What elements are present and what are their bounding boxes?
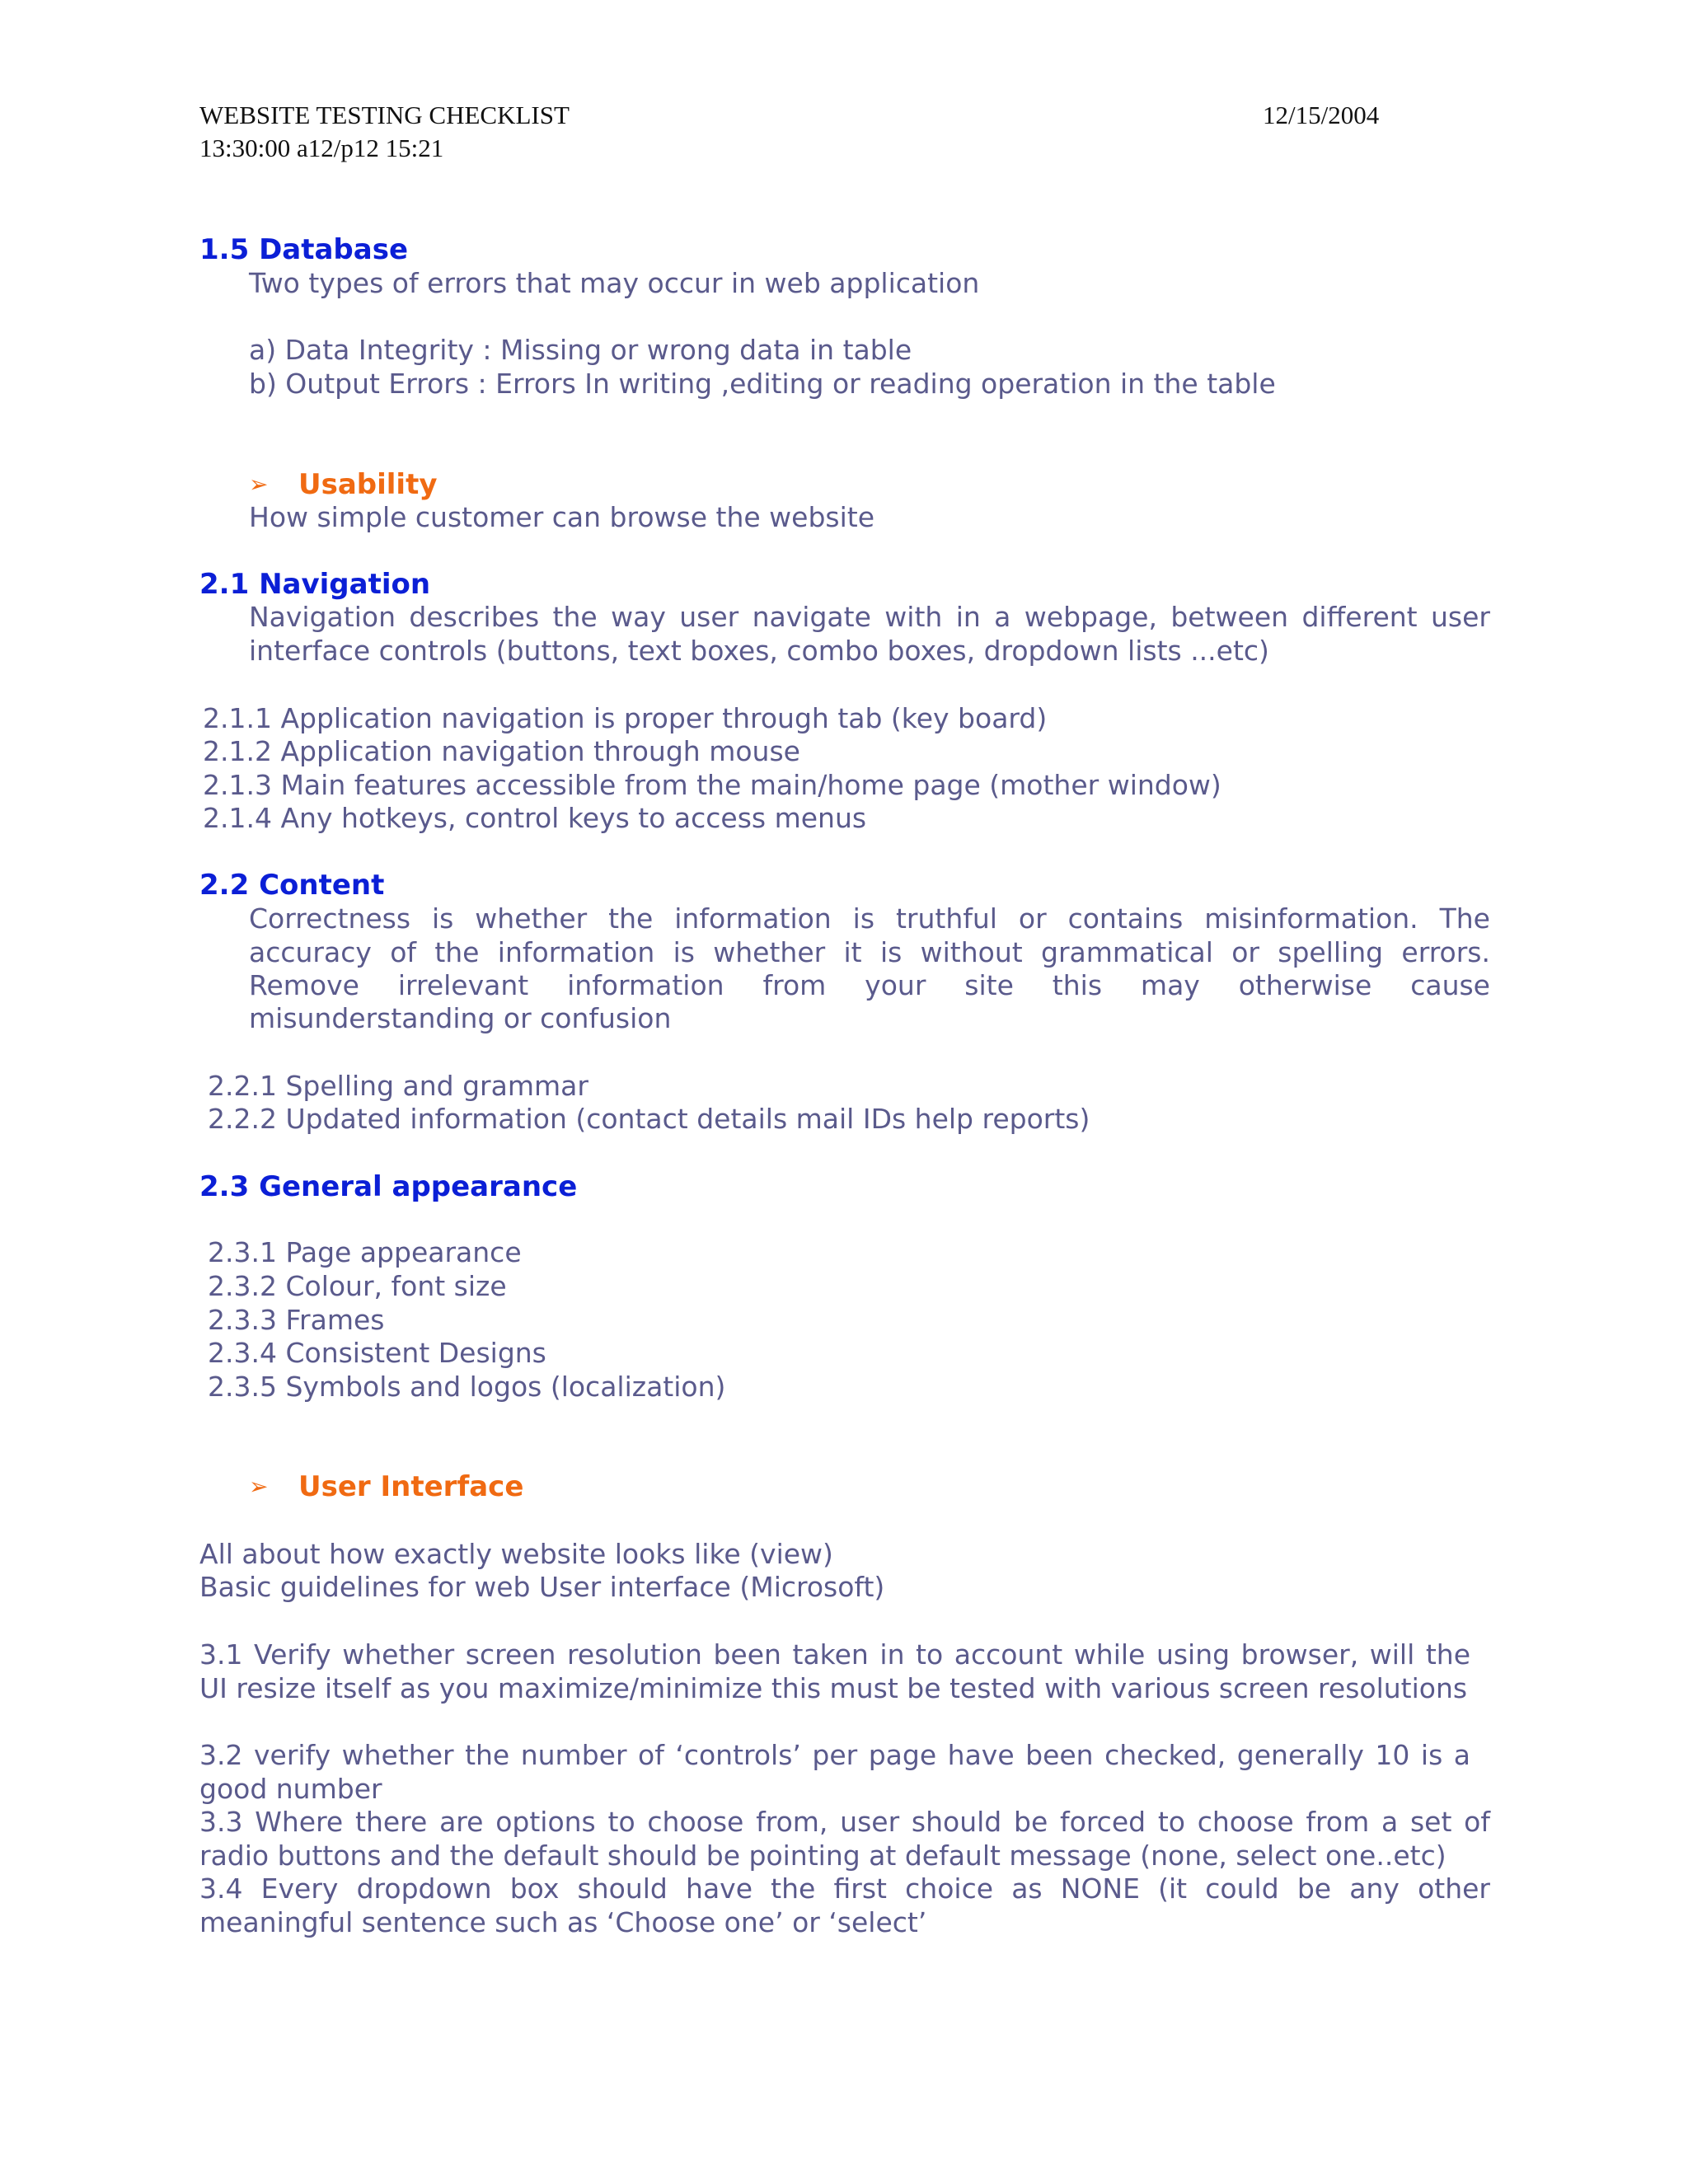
ui-item-3-1: 3.1 Verify whether screen resolution been taken in to account while using browser, will the UI resize itself as you maximize/minimize this must be tested with various screen resolutions [199,1638,1470,1704]
appearance-heading: 2.3 General appearance [199,1170,578,1203]
content-description-tail: misunderstanding or confusion [249,1002,672,1034]
database-item: b) Output Errors : Errors In writing ,editing or reading operation in the table [249,368,1276,400]
document-title: WEBSITE TESTING CHECKLIST [199,101,570,129]
appearance-item: 2.3.5 Symbols and logos (localization) [208,1371,726,1403]
appearance-item: 2.3.4 Consistent Designs [208,1337,546,1369]
usability-description: How simple customer can browse the website [249,501,874,533]
navigation-item: 2.1.2 Application navigation through mouse [203,735,800,767]
navigation-item: 2.1.1 Application navigation is proper through tab (key board) [203,702,1048,734]
navigation-heading: 2.1 Navigation [199,568,431,601]
user-interface-bullet-icon: ➢ [249,1473,269,1500]
usability-bullet-icon: ➢ [249,471,269,498]
navigation-description: Navigation describes the way user navigate with in a webpage, between different user interface controls (buttons, text boxes, combo boxes, dropdown lists ...etc) [249,601,1490,667]
appearance-item: 2.3.1 Page appearance [208,1236,522,1268]
database-intro: Two types of errors that may occur in web application [249,267,980,299]
content-item: 2.2.2 Updated information (contact details mail IDs help reports) [208,1103,1090,1135]
content-description: Correctness is whether the information is truthful or contains misinformation. The accuracy of the information is whether it is without grammatical or spelling errors. Remove irrelevant information from your site this may otherwise cause [249,902,1490,1001]
database-heading: 1.5 Database [199,233,409,266]
ui-item-3-3: 3.3 Where there are options to choose from, user should be forced to choose from a set of radio buttons and the default should be pointing at default message (none, select one..etc) [199,1806,1490,1872]
ui-item-3-2: 3.2 verify whether the number of ‘controls’ per page have been checked, generally 10 is a good number [199,1739,1470,1805]
navigation-item: 2.1.3 Main features accessible from the main/home page (mother window) [203,769,1221,801]
usability-title: Usability [298,468,438,501]
appearance-item: 2.3.2 Colour, font size [208,1270,507,1302]
appearance-item: 2.3.3 Frames [208,1304,385,1336]
ui-item-3-4: 3.4 Every dropdown box should have the first choice as NONE (it could be any other meaningful sentence such as ‘Choose one’ or ‘select’ [199,1872,1490,1938]
content-heading: 2.2 Content [199,869,385,902]
content-item: 2.2.1 Spelling and grammar [208,1070,588,1102]
user-interface-line: Basic guidelines for web User interface (Microsoft) [199,1571,885,1603]
user-interface-title: User Interface [298,1470,524,1503]
navigation-item: 2.1.4 Any hotkeys, control keys to access menus [203,802,867,834]
document-date: 12/15/2004 [1263,101,1380,129]
document-time-line: 13:30:00 a12/p12 15:21 [199,134,444,162]
database-item: a) Data Integrity : Missing or wrong data in table [249,334,912,366]
user-interface-line: All about how exactly website looks like (view) [199,1538,833,1570]
